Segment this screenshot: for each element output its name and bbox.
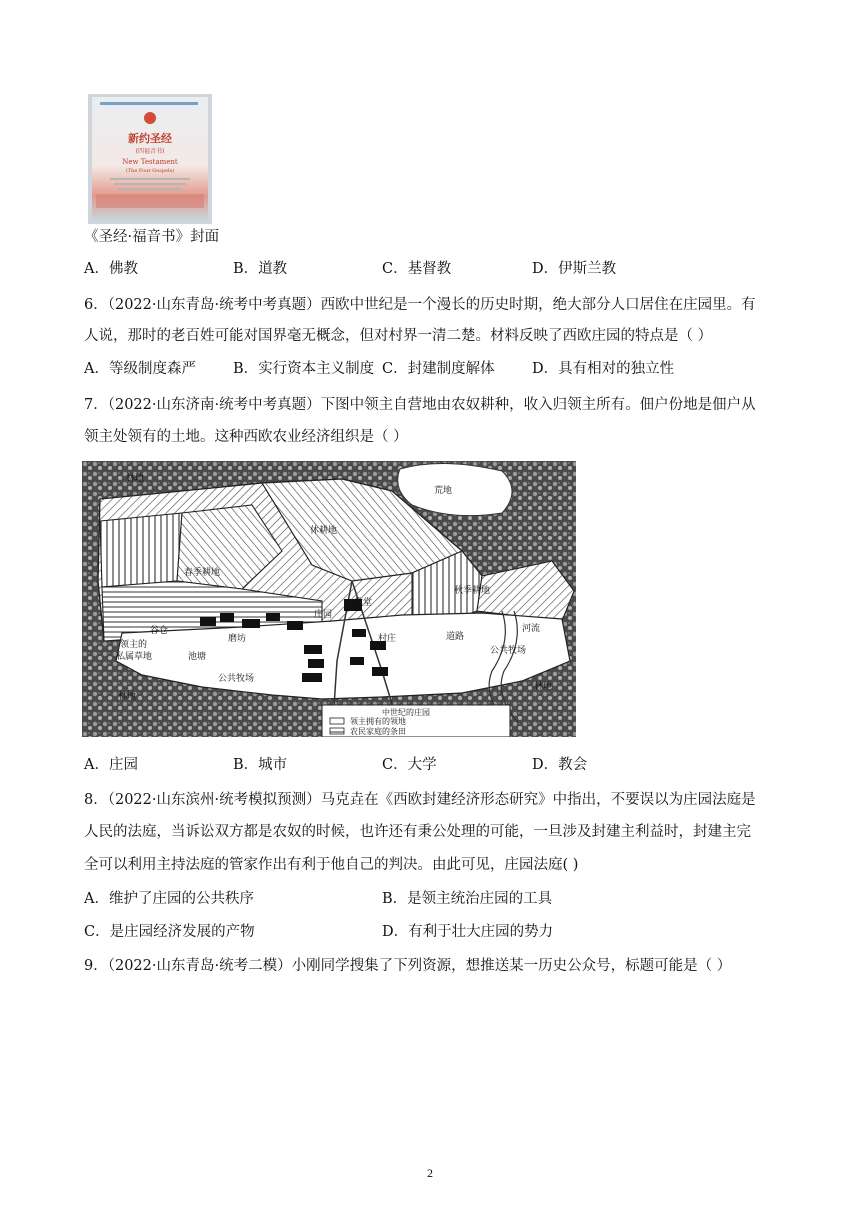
- map-label-pasture-1: 公共牧场: [218, 674, 255, 684]
- q8-option-a[interactable]: A．维护了庄园的公共秩序: [84, 891, 254, 907]
- map-label-forest-bottom-left: 林地: [118, 692, 137, 702]
- q8-option-b[interactable]: B．是领主统治庄园的工具: [382, 891, 553, 907]
- q6-option-b[interactable]: B．实行资本主义制度: [233, 361, 375, 377]
- q8-stem-line1: 8．（2022·山东滨州·统考模拟预测）马克垚在《西欧封建经济形态研究》中指出，不要误以为庄园法庭是: [84, 792, 756, 808]
- manor-map-image: [82, 461, 576, 737]
- map-label-lord-meadow: 领主的: [120, 640, 148, 650]
- q8-option-d[interactable]: D．有利于壮大庄园的势力: [382, 924, 554, 940]
- map-legend-title: 中世纪的庄园: [382, 708, 430, 717]
- map-label-forest-top-left: 林地: [126, 474, 145, 484]
- q8-stem-line3: 全可以利用主持法庭的管家作出有利于他自己的判决。由此可见，庄园法庭( ): [84, 857, 579, 873]
- q5-option-c[interactable]: C．基督教: [382, 261, 452, 277]
- map-label-lord-meadow-2: 私属草地: [116, 652, 153, 662]
- map-label-autumn: 秋季耕地: [454, 586, 491, 596]
- q7-stem-line1: 7．（2022·山东济南·统考中考真题）下图中领主自营地由农奴耕种，收入归领主所有。佃户份地是佃户从: [84, 397, 756, 413]
- q6-stem-line2: 人说，那时的老百姓可能对国界毫无概念，但对村界一清二楚。材料反映了西欧庄园的特点是（ ）: [84, 328, 713, 344]
- map-label-spring: 春季耕地: [184, 568, 221, 578]
- map-label-mill: 磨坊: [228, 634, 247, 644]
- bible-cover-image: [88, 94, 212, 224]
- q7-option-d[interactable]: D．教会: [532, 757, 588, 773]
- q6-stem-line1: 6．（2022·山东青岛·统考中考真题）西欧中世纪是一个漫长的历史时期，绝大部分人口居住在庄园里。有: [84, 297, 756, 313]
- cover-subtitle: (四福音书): [135, 148, 165, 155]
- q6-option-d[interactable]: D．具有相对的独立性: [532, 361, 675, 377]
- map-legend-item-1: 领主拥有的领地: [350, 717, 406, 726]
- q8-stem-line2: 人民的法庭，当诉讼双方都是农奴的时候，也许还有秉公处理的可能，一旦涉及封建主利益时，封建主完: [84, 824, 751, 840]
- q7-stem-line2: 领主处领有的土地。这种西欧农业经济组织是（ ）: [84, 429, 408, 445]
- q9-stem-line1: 9．（2022·山东青岛·统考二模）小刚同学搜集了下列资源，想推送某一历史公众号，标题可能是（ ）: [84, 958, 732, 974]
- map-label-granary: 谷仓: [150, 626, 169, 636]
- q5-option-d[interactable]: D．伊斯兰教: [532, 261, 617, 277]
- map-label-wasteland: 荒地: [434, 486, 453, 496]
- map-label-river: 河流: [522, 624, 541, 634]
- q5-caption: 《圣经·福音书》封面: [84, 229, 220, 245]
- map-label-pond: 池塘: [188, 652, 207, 662]
- map-legend-item-2: 农民家庭的条田: [350, 727, 406, 736]
- map-label-manor: 庄园: [314, 610, 333, 620]
- q5-option-a[interactable]: A．佛教: [84, 261, 138, 277]
- map-label-church: 教堂: [354, 598, 373, 608]
- map-label-village: 村庄: [378, 634, 397, 644]
- cover-english-subtitle: (The Four Gospels): [125, 168, 175, 174]
- q6-option-c[interactable]: C．封建制度解体: [382, 361, 495, 377]
- q6-option-a[interactable]: A．等级制度森严: [84, 361, 196, 377]
- q7-option-a[interactable]: A．庄园: [84, 757, 138, 773]
- cover-english-title: New Testament: [122, 158, 178, 166]
- map-label-road: 道路: [446, 632, 465, 642]
- page-number: 2: [427, 1166, 433, 1180]
- map-label-forest-bottom-right: 林地: [534, 682, 553, 692]
- map-label-pasture-2: 公共牧场: [490, 646, 527, 656]
- q7-option-c[interactable]: C．大学: [382, 757, 437, 773]
- cover-title: 新约圣经: [128, 132, 172, 145]
- q8-option-c[interactable]: C．是庄园经济发展的产物: [84, 924, 255, 940]
- map-label-fallow: 休耕地: [310, 526, 338, 536]
- q7-option-b[interactable]: B．城市: [233, 757, 288, 773]
- q5-option-b[interactable]: B．道教: [233, 261, 288, 277]
